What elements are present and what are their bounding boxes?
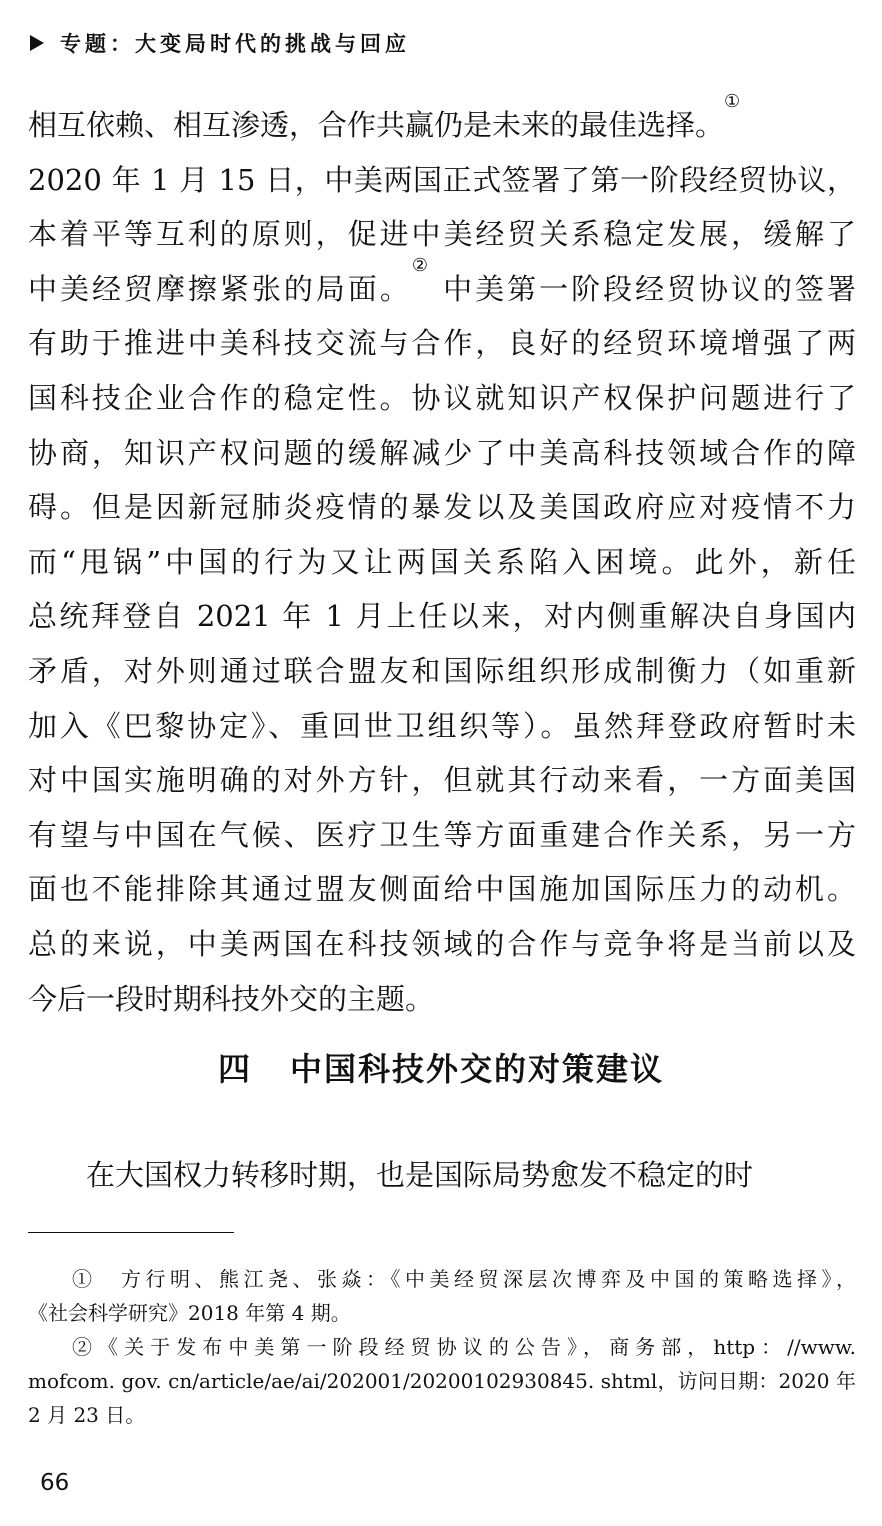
footnote-divider <box>28 1232 234 1233</box>
footnote-line: ① 方行明、熊江尧、张焱：《中美经贸深层次博弈及中国的策略选择》， <box>72 1267 856 1291</box>
footnote-ref-1[interactable]: ① <box>724 91 741 112</box>
text-line: 碍。但是因新冠肺炎疫情的暴发以及美国政府应对疫情不力 <box>28 490 856 525</box>
footnote-2 <box>28 1330 856 1432</box>
text-line: 相互依赖、相互渗透，合作共赢仍是未来的最佳选择。① <box>28 91 741 142</box>
text-line: 有望与中国在气候、医疗卫生等方面重建合作关系，另一方 <box>28 817 856 852</box>
footnote-line: ②《关于发布中美第一阶段经贸协议的公告》，商务部，http：//www. <box>72 1335 856 1359</box>
text-line: 国科技企业合作的稳定性。协议就知识产权保护问题进行了 <box>28 380 856 415</box>
page-number: 66 <box>40 1470 70 1496</box>
text-line: 面也不能排除其通过盟友侧面给中国施加国际压力的动机。 <box>28 872 856 907</box>
text-line: 今后一段时期科技外交的主题。 <box>28 981 435 1016</box>
text-line: 矛盾，对外则通过联合盟友和国际组织形成制衡力（如重新 <box>28 653 856 688</box>
footnote-1 <box>28 1262 856 1330</box>
body-paragraph <box>28 91 856 1026</box>
text-line: 协商，知识产权问题的缓解减少了中美高科技领域合作的障 <box>28 435 856 470</box>
text-line: 而“甩锅”中国的行为又让两国关系陷入困境。此外，新任 <box>28 544 856 579</box>
footnote-line: 2 月 23 日。 <box>28 1403 146 1427</box>
text-line: 中美经贸摩擦紧张的局面。② 中美第一阶段经贸协议的签署 <box>28 254 856 306</box>
section-heading <box>0 1044 882 1090</box>
text-line: 加入《巴黎协定》、重回世卫组织等）。虽然拜登政府暂时未 <box>28 708 856 743</box>
section-number: 四 <box>217 1050 252 1088</box>
text-line: 本着平等互利的原则，促进中美经贸关系稳定发展，缓解了 <box>28 217 856 252</box>
footnote-line: 《社会科学研究》2018 年第 4 期。 <box>28 1301 351 1325</box>
footnote-ref-2[interactable]: ② <box>411 254 431 276</box>
running-header <box>30 28 410 58</box>
running-title: 专题：大变局时代的挑战与回应 <box>60 32 410 56</box>
text-line: 2020 年 1 月 15 日，中美两国正式签署了第一阶段经贸协议， <box>28 162 856 197</box>
footnote-line: mofcom. gov. cn/article/ae/ai/202001/20200102930845. shtml，访问日期：2020 年 <box>28 1369 856 1393</box>
text-line: 总统拜登自 2021 年 1 月上任以来，对内侧重解决自身国内 <box>28 599 856 634</box>
section-title: 中国科技外交的对策建议 <box>290 1050 665 1088</box>
text-line: 有助于推进中美科技交流与合作，良好的经贸环境增强了两 <box>28 326 856 361</box>
text-line: 对中国实施明确的对外方针，但就其行动来看，一方面美国 <box>28 763 856 798</box>
paragraph-start: 在大国权力转移时期，也是国际局势愈发不稳定的时 <box>86 1158 754 1192</box>
triangle-arrow-icon <box>30 35 44 51</box>
footnotes <box>28 1262 856 1432</box>
text-line: 总的来说，中美两国在科技领域的合作与竞争将是当前以及 <box>28 926 856 961</box>
